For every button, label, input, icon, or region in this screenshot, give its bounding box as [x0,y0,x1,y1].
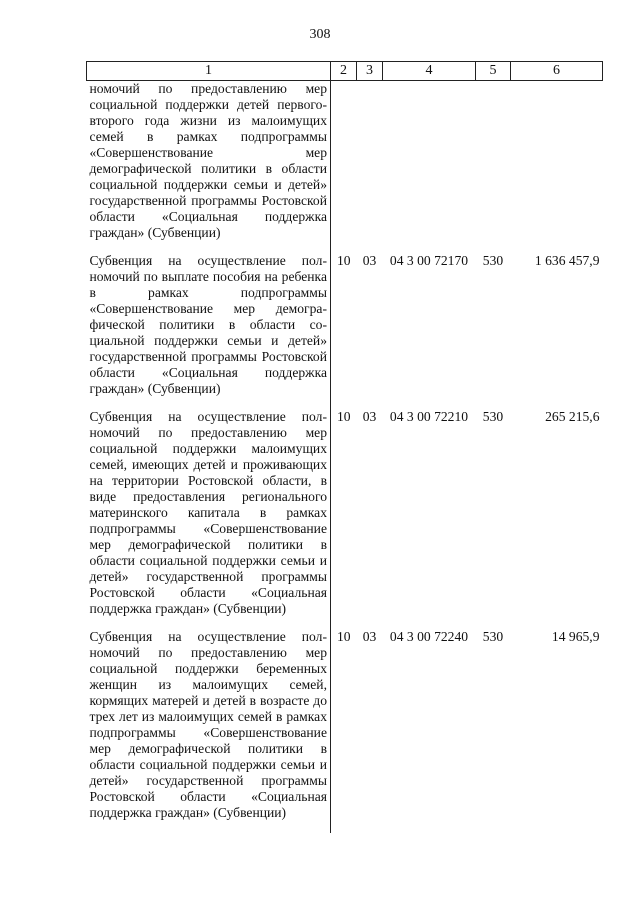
row-section [331,81,357,254]
row-subsection: 03 [362,629,377,644]
row-subsection: 03 [362,253,377,268]
table-row [87,629,603,833]
row-target-code: 04 3 00 72210 [389,409,469,424]
row-description: Субвенция на осуществление полномочий по выплате пособия на ребенка в рамках подпрограммы «Совершенствование мер демографической политики в области социальной поддержки семьи и детей» государственной программы Ростовской области «Социальная поддержка граждан» (Субвенции) [89,253,327,396]
row-expense-type: 530 [482,253,504,268]
header-col-3: 3 [357,62,383,81]
row-description-cell [87,629,331,833]
table-header-row [87,62,603,81]
row-description-cell [87,253,331,409]
row-section: 10 [336,409,351,424]
row-section: 10 [336,253,351,268]
row-description-cell [87,81,331,254]
row-amount [511,81,603,254]
row-section: 10 [336,629,351,644]
header-col-6: 6 [511,62,603,81]
row-expense-type: 530 [482,629,504,644]
header-col-2: 2 [331,62,357,81]
row-amount: 265 215,6 [545,409,600,424]
table-row [87,253,603,409]
page-number: 308 [309,27,331,42]
row-target-code: 04 3 00 72170 [389,253,469,268]
table-row [87,409,603,629]
row-description: Субвенция на осуществление полномочий по предоставлению мер социальной поддержки малоимущих семей, имеющих детей и проживающих на территории Ростовской области, в виде предоставления регионального материнского капитала в рамках подпрограммы «Совершенствование мер демографической политики в области социальной поддержки семьи и детей» государственной программы Ростовской области «Социальная поддержка граждан» (Субвенции) [89,409,327,616]
row-subsection [357,81,383,254]
row-description: номочий по предоставлению мер социальной поддержки детей первого-второго года жизни из малоимущих семей в рамках подпрограммы «Совершенствование мер демографической политики в области социальной поддержки семьи и детей» государственной программы Ростовской области «Социальная поддержка граждан» (Субвенции) [89,81,327,240]
row-target-code: 04 3 00 72240 [389,629,469,644]
row-description: Субвенция на осуществление полномочий по предоставлению мер социальной поддержки беременных женщин из малоимущих семей, кормящих матерей и детей в возрасте до трех лет из малоимущих семей в рамках подпрограммы «Совершенствование мер демографической политики в области социальной поддержки семьи и детей» государственной программы Ростовской области «Социальная поддержка граждан» (Субвенции) [89,629,327,820]
row-expense-type: 530 [482,409,504,424]
row-target-code [383,81,476,254]
header-col-5: 5 [476,62,511,81]
header-col-1: 1 [87,62,331,81]
budget-table [86,61,603,833]
row-subsection: 03 [362,409,377,424]
header-col-4: 4 [383,62,476,81]
row-amount: 1 636 457,9 [534,253,600,268]
row-expense-type [476,81,511,254]
row-description-cell [87,409,331,629]
row-amount: 14 965,9 [551,629,600,644]
table-row [87,81,603,254]
